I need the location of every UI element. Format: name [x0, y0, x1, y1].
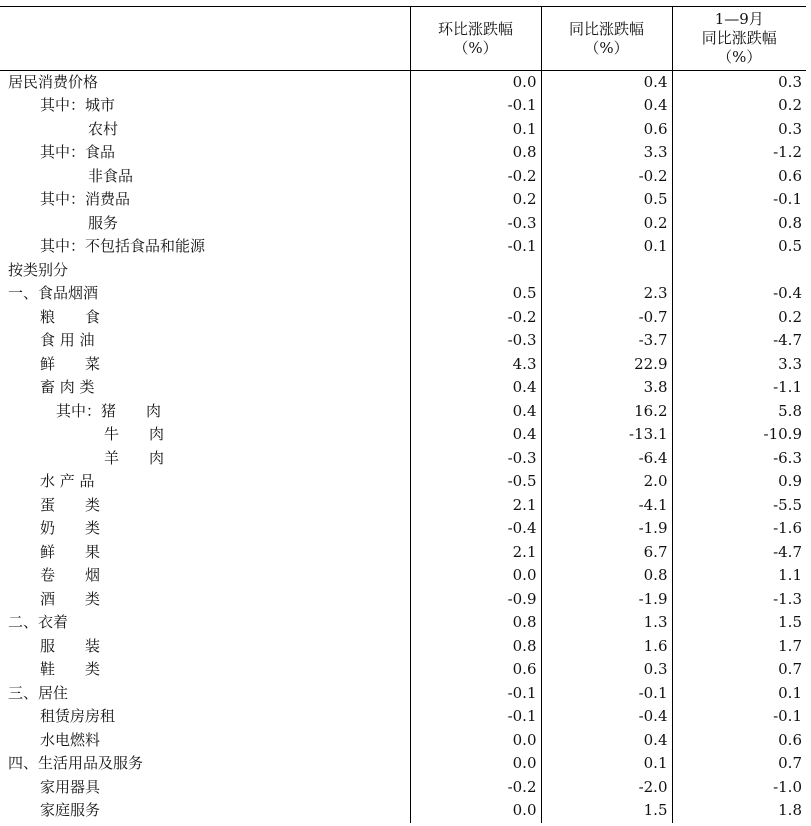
mom-value: -0.9: [410, 588, 541, 612]
mom-value: [410, 259, 541, 283]
yoy-value: -0.1: [541, 682, 672, 706]
yoy-value: 0.4: [541, 94, 672, 118]
row-label: 四、生活用品及服务: [8, 754, 144, 773]
ytd-value: -1.0: [672, 776, 806, 800]
mom-value: -0.1: [410, 235, 541, 259]
table-row: [0, 118, 806, 142]
table-row: [0, 705, 806, 729]
yoy-value: -0.4: [541, 705, 672, 729]
table-row: [0, 776, 806, 800]
row-label: 租赁房房租: [40, 707, 116, 726]
mom-value: 0.4: [410, 400, 541, 424]
table-row: [0, 141, 806, 165]
row-label: 其中：不包括食品和能源: [40, 237, 206, 256]
yoy-value: -0.2: [541, 165, 672, 189]
ytd-value: 0.7: [672, 658, 806, 682]
header-ytd-title: 同比涨跌幅: [701, 29, 777, 47]
mom-value: 0.2: [410, 188, 541, 212]
row-label: 家庭服务: [40, 801, 101, 820]
table-row: [0, 212, 806, 236]
yoy-value: -1.9: [541, 517, 672, 541]
yoy-value: 3.3: [541, 141, 672, 165]
table-row: [0, 588, 806, 612]
table-row: [0, 682, 806, 706]
table-row: [0, 494, 806, 518]
mom-value: -0.4: [410, 517, 541, 541]
ytd-value: -6.3: [672, 447, 806, 471]
table-row: [0, 423, 806, 447]
yoy-value: 0.2: [541, 212, 672, 236]
table-row: [0, 306, 806, 330]
cpi-table: [0, 6, 806, 823]
ytd-value: 0.6: [672, 165, 806, 189]
row-label: 水 产 品: [40, 472, 95, 491]
mom-value: -0.2: [410, 306, 541, 330]
yoy-value: 0.1: [541, 752, 672, 776]
row-label: 羊 肉: [104, 448, 165, 467]
header-mom: [410, 7, 541, 71]
yoy-value: 0.1: [541, 235, 672, 259]
row-label: 酒 类: [40, 589, 101, 608]
yoy-value: 0.4: [541, 729, 672, 753]
mom-value: 0.1: [410, 118, 541, 142]
yoy-value: -0.7: [541, 306, 672, 330]
ytd-value: -10.9: [672, 423, 806, 447]
table-row: [0, 541, 806, 565]
row-label: 蛋 类: [40, 495, 101, 514]
mom-value: 2.1: [410, 494, 541, 518]
row-label: 其中：猪 肉: [56, 401, 162, 420]
row-label: 二、衣着: [8, 613, 69, 632]
table-row: [0, 564, 806, 588]
ytd-value: -4.7: [672, 541, 806, 565]
mom-value: 2.1: [410, 541, 541, 565]
header-mom-unit: （%）: [453, 38, 498, 57]
table-row: [0, 188, 806, 212]
yoy-value: -13.1: [541, 423, 672, 447]
mom-value: -0.2: [410, 165, 541, 189]
ytd-value: 0.9: [672, 470, 806, 494]
row-label: 奶 类: [40, 519, 101, 538]
mom-value: 0.4: [410, 376, 541, 400]
table-row: [0, 94, 806, 118]
mom-value: 0.8: [410, 611, 541, 635]
row-label: 一、食品烟酒: [8, 284, 99, 303]
ytd-value: [672, 259, 806, 283]
ytd-value: 0.3: [672, 118, 806, 142]
row-label: 居民消费价格: [8, 73, 99, 91]
mom-value: 0.0: [410, 564, 541, 588]
ytd-value: -1.3: [672, 588, 806, 612]
yoy-value: -3.7: [541, 329, 672, 353]
row-label: 鲜 果: [40, 542, 101, 561]
yoy-value: 0.6: [541, 118, 672, 142]
ytd-value: -1.1: [672, 376, 806, 400]
table-row: [0, 799, 806, 823]
table-row: [0, 376, 806, 400]
yoy-value: 2.3: [541, 282, 672, 306]
header-corner: [0, 7, 410, 71]
mom-value: 0.4: [410, 423, 541, 447]
ytd-value: 0.5: [672, 235, 806, 259]
yoy-value: 1.3: [541, 611, 672, 635]
mom-value: 0.6: [410, 658, 541, 682]
yoy-value: 0.3: [541, 658, 672, 682]
table-row: [0, 729, 806, 753]
row-label: 其中：城市: [40, 96, 116, 115]
mom-value: 0.0: [410, 729, 541, 753]
row-label: 其中：消费品: [40, 190, 131, 209]
ytd-value: 0.2: [672, 306, 806, 330]
mom-value: 0.8: [410, 141, 541, 165]
mom-value: 0.5: [410, 282, 541, 306]
yoy-value: 0.4: [541, 71, 672, 95]
mom-value: -0.3: [410, 329, 541, 353]
row-label: 食 用 油: [40, 331, 95, 350]
table-row: [0, 611, 806, 635]
table-row: [0, 400, 806, 424]
row-label: 卷 烟: [40, 566, 101, 585]
mom-value: -0.3: [410, 447, 541, 471]
row-label: 鞋 类: [40, 660, 101, 679]
table-row: [0, 658, 806, 682]
yoy-value: 22.9: [541, 353, 672, 377]
row-label: 畜 肉 类: [40, 378, 95, 397]
yoy-value: -4.1: [541, 494, 672, 518]
header-yoy-title: 同比涨跌幅: [568, 19, 644, 38]
header-mom-title: 环比涨跌幅: [437, 19, 513, 38]
row-label: 三、居住: [8, 683, 69, 702]
yoy-value: 6.7: [541, 541, 672, 565]
table-row: [0, 259, 806, 283]
yoy-value: 0.5: [541, 188, 672, 212]
ytd-value: 1.8: [672, 799, 806, 823]
header-ytd-unit: （%）: [717, 48, 762, 66]
ytd-value: 1.1: [672, 564, 806, 588]
table-row: [0, 470, 806, 494]
header-ytd: [672, 7, 806, 71]
row-label: 其中：食品: [40, 143, 116, 162]
mom-value: -0.1: [410, 705, 541, 729]
mom-value: -0.3: [410, 212, 541, 236]
table-row: [0, 517, 806, 541]
yoy-value: 1.5: [541, 799, 672, 823]
row-label: 牛 肉: [104, 425, 165, 444]
row-label: 服 装: [40, 636, 101, 655]
yoy-value: -2.0: [541, 776, 672, 800]
table-row: [0, 282, 806, 306]
table-row: [0, 752, 806, 776]
yoy-value: 0.8: [541, 564, 672, 588]
yoy-value: -1.9: [541, 588, 672, 612]
ytd-value: -0.1: [672, 705, 806, 729]
ytd-value: -0.1: [672, 188, 806, 212]
header-yoy: [541, 7, 672, 71]
yoy-value: [541, 259, 672, 283]
header-yoy-unit: （%）: [584, 38, 629, 57]
ytd-value: 0.1: [672, 682, 806, 706]
header-row: [0, 7, 806, 71]
table-row: [0, 635, 806, 659]
table-row: [0, 165, 806, 189]
table-row: [0, 71, 806, 95]
yoy-value: 16.2: [541, 400, 672, 424]
ytd-value: 1.5: [672, 611, 806, 635]
ytd-value: -4.7: [672, 329, 806, 353]
mom-value: 0.0: [410, 799, 541, 823]
table-row: [0, 329, 806, 353]
table-row: [0, 235, 806, 259]
row-label: 鲜 菜: [40, 354, 101, 373]
ytd-value: 0.2: [672, 94, 806, 118]
mom-value: -0.5: [410, 470, 541, 494]
ytd-value: 0.3: [672, 71, 806, 95]
yoy-value: 3.8: [541, 376, 672, 400]
row-label: 农村: [88, 119, 119, 138]
mom-value: 0.0: [410, 752, 541, 776]
ytd-value: 1.7: [672, 635, 806, 659]
table-body: [0, 71, 806, 823]
mom-value: 0.8: [410, 635, 541, 659]
row-label: 粮 食: [40, 307, 101, 326]
ytd-value: -1.2: [672, 141, 806, 165]
mom-value: 0.0: [410, 71, 541, 95]
mom-value: -0.1: [410, 682, 541, 706]
header-ytd-period: 1—9月: [714, 10, 764, 28]
ytd-value: -0.4: [672, 282, 806, 306]
table-row: [0, 353, 806, 377]
mom-value: -0.1: [410, 94, 541, 118]
row-label: 家用器具: [40, 777, 101, 796]
row-label: 非食品: [88, 166, 134, 185]
mom-value: -0.2: [410, 776, 541, 800]
yoy-value: 2.0: [541, 470, 672, 494]
yoy-value: 1.6: [541, 635, 672, 659]
mom-value: 4.3: [410, 353, 541, 377]
ytd-value: 0.6: [672, 729, 806, 753]
ytd-value: 3.3: [672, 353, 806, 377]
table-row: [0, 447, 806, 471]
ytd-value: 0.8: [672, 212, 806, 236]
row-label: 按类别分: [8, 260, 69, 279]
row-label: 服务: [88, 213, 119, 232]
yoy-value: -6.4: [541, 447, 672, 471]
table-header: [0, 7, 806, 71]
ytd-value: 0.7: [672, 752, 806, 776]
row-label: 水电燃料: [40, 730, 101, 749]
ytd-value: 5.8: [672, 400, 806, 424]
ytd-value: -5.5: [672, 494, 806, 518]
ytd-value: -1.6: [672, 517, 806, 541]
